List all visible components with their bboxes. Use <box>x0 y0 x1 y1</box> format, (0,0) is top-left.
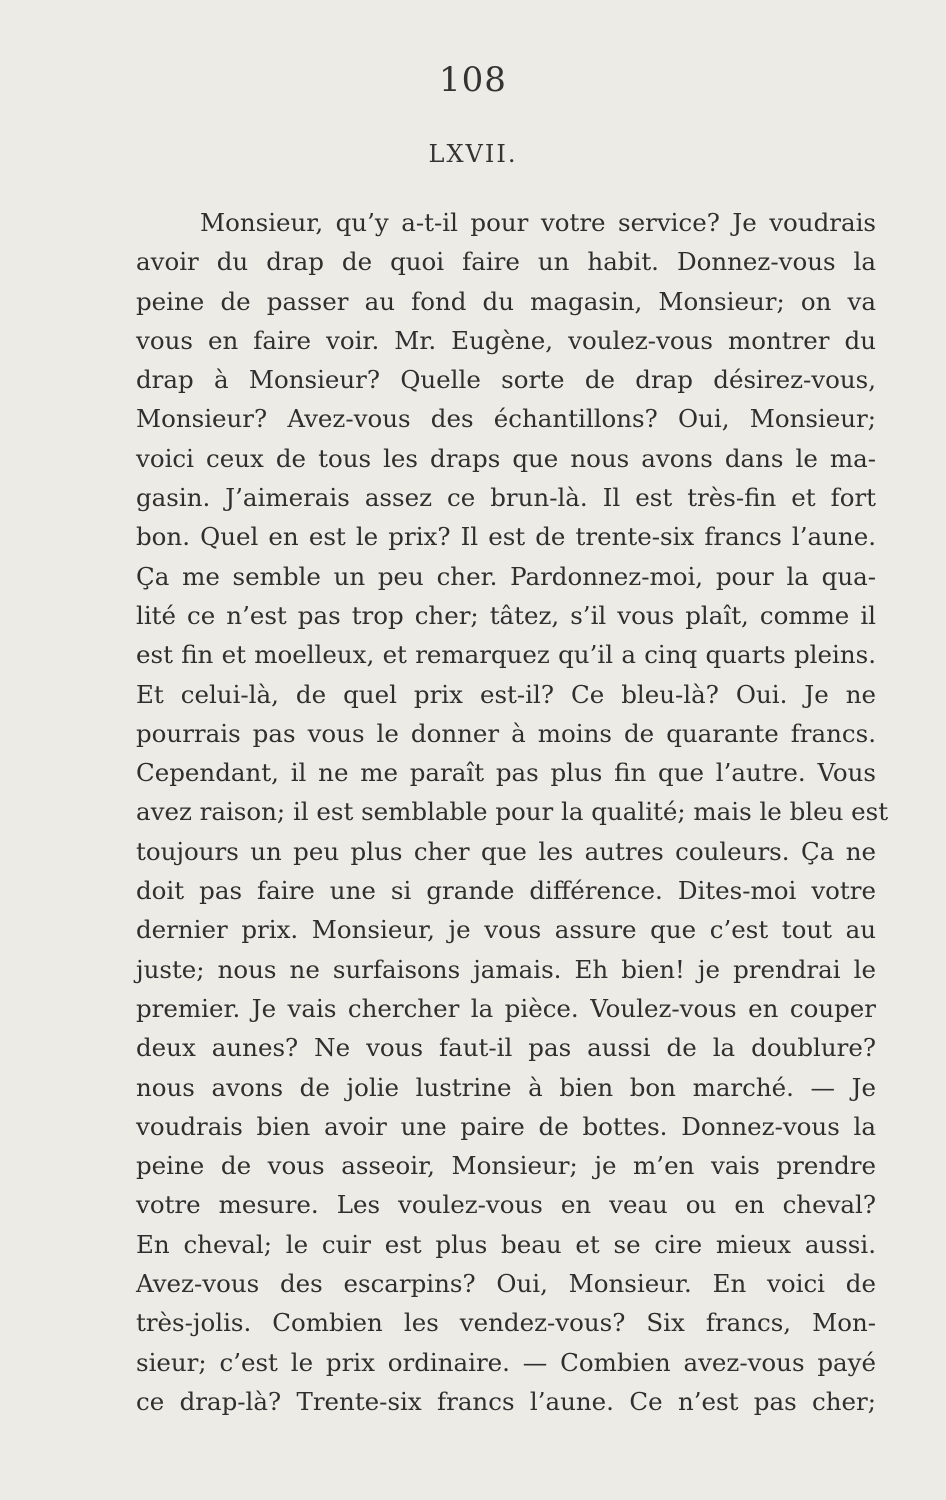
text-line: gasin. J’aimerais assez ce brun-là. Il est très-fin et fort <box>136 483 876 513</box>
text-line: sieur; c’est le prix ordinaire. — Combien avez-vous payé <box>136 1347 876 1377</box>
text-line: bon. Quel en est le prix? Il est de trente-six francs l’aune. <box>136 522 876 552</box>
text-line: ce drap-là? Trente-six francs l’aune. Ce n’est pas cher; <box>136 1386 876 1416</box>
text-line: vous en faire voir. Mr. Eugène, voulez-vous montrer du <box>136 325 876 355</box>
text-line: Monsieur, qu’y a-t-il pour votre service? Je voudrais <box>200 208 876 237</box>
text-line: lité ce n’est pas trop cher; tâtez, s’il vous plaît, comme il <box>136 600 876 630</box>
text-line: avoir du drap de quoi faire un habit. Donnez-vous la <box>136 247 876 277</box>
text-line: drap à Monsieur? Quelle sorte de drap désirez-vous, <box>136 365 876 395</box>
text-line: Ça me semble un peu cher. Pardonnez-moi, pour la qua- <box>136 561 876 591</box>
text-line: doit pas faire une si grande différence. Dites-moi votre <box>136 876 876 906</box>
text-line: voudrais bien avoir une paire de bottes. Donnez-vous la <box>136 1111 876 1141</box>
text-line: nous avons de jolie lustrine à bien bon marché. — Je <box>136 1072 876 1102</box>
text-line: peine de passer au fond du magasin, Monsieur; on va <box>136 286 876 316</box>
text-line: Et celui-là, de quel prix est-il? Ce bleu-là? Oui. Je ne <box>136 679 876 709</box>
text-line: votre mesure. Les voulez-vous en veau ou en cheval? <box>136 1190 876 1220</box>
text-line: avez raison; il est semblable pour la qualité; mais le bleu est <box>136 797 889 827</box>
text-line: juste; nous ne surfaisons jamais. Eh bien! je prendrai le <box>136 954 876 984</box>
text-line: voici ceux de tous les draps que nous avons dans le ma- <box>136 443 876 473</box>
text-line: dernier prix. Monsieur, je vous assure que c’est tout au <box>136 915 876 945</box>
text-line: très-jolis. Combien les vendez-vous? Six francs, Mon- <box>136 1308 876 1338</box>
text-line: pourrais pas vous le donner à moins de quarante francs. <box>136 718 876 748</box>
text-line: est fin et moelleux, et remarquez qu’il a cinq quarts pleins. <box>136 640 876 670</box>
text-line: Monsieur? Avez-vous des échantillons? Oui, Monsieur; <box>136 404 876 434</box>
text-line: premier. Je vais chercher la pièce. Voulez-vous en couper <box>136 993 876 1023</box>
text-line: deux aunes? Ne vous faut-il pas aussi de la doublure? <box>136 1033 876 1063</box>
text-line: Avez-vous des escarpins? Oui, Monsieur. En voici de <box>136 1269 876 1299</box>
page-number: 108 <box>439 60 507 100</box>
text-line: peine de vous asseoir, Monsieur; je m’en vais prendre <box>136 1151 876 1181</box>
text-line: toujours un peu plus cher que les autres couleurs. Ça ne <box>136 836 876 866</box>
chapter-heading: LXVII. <box>428 140 518 168</box>
body-text <box>136 203 889 1421</box>
text-line: Cependant, il ne me paraît pas plus fin que l’autre. Vous <box>136 758 876 788</box>
text-line: En cheval; le cuir est plus beau et se cire mieux aussi. <box>136 1229 876 1259</box>
